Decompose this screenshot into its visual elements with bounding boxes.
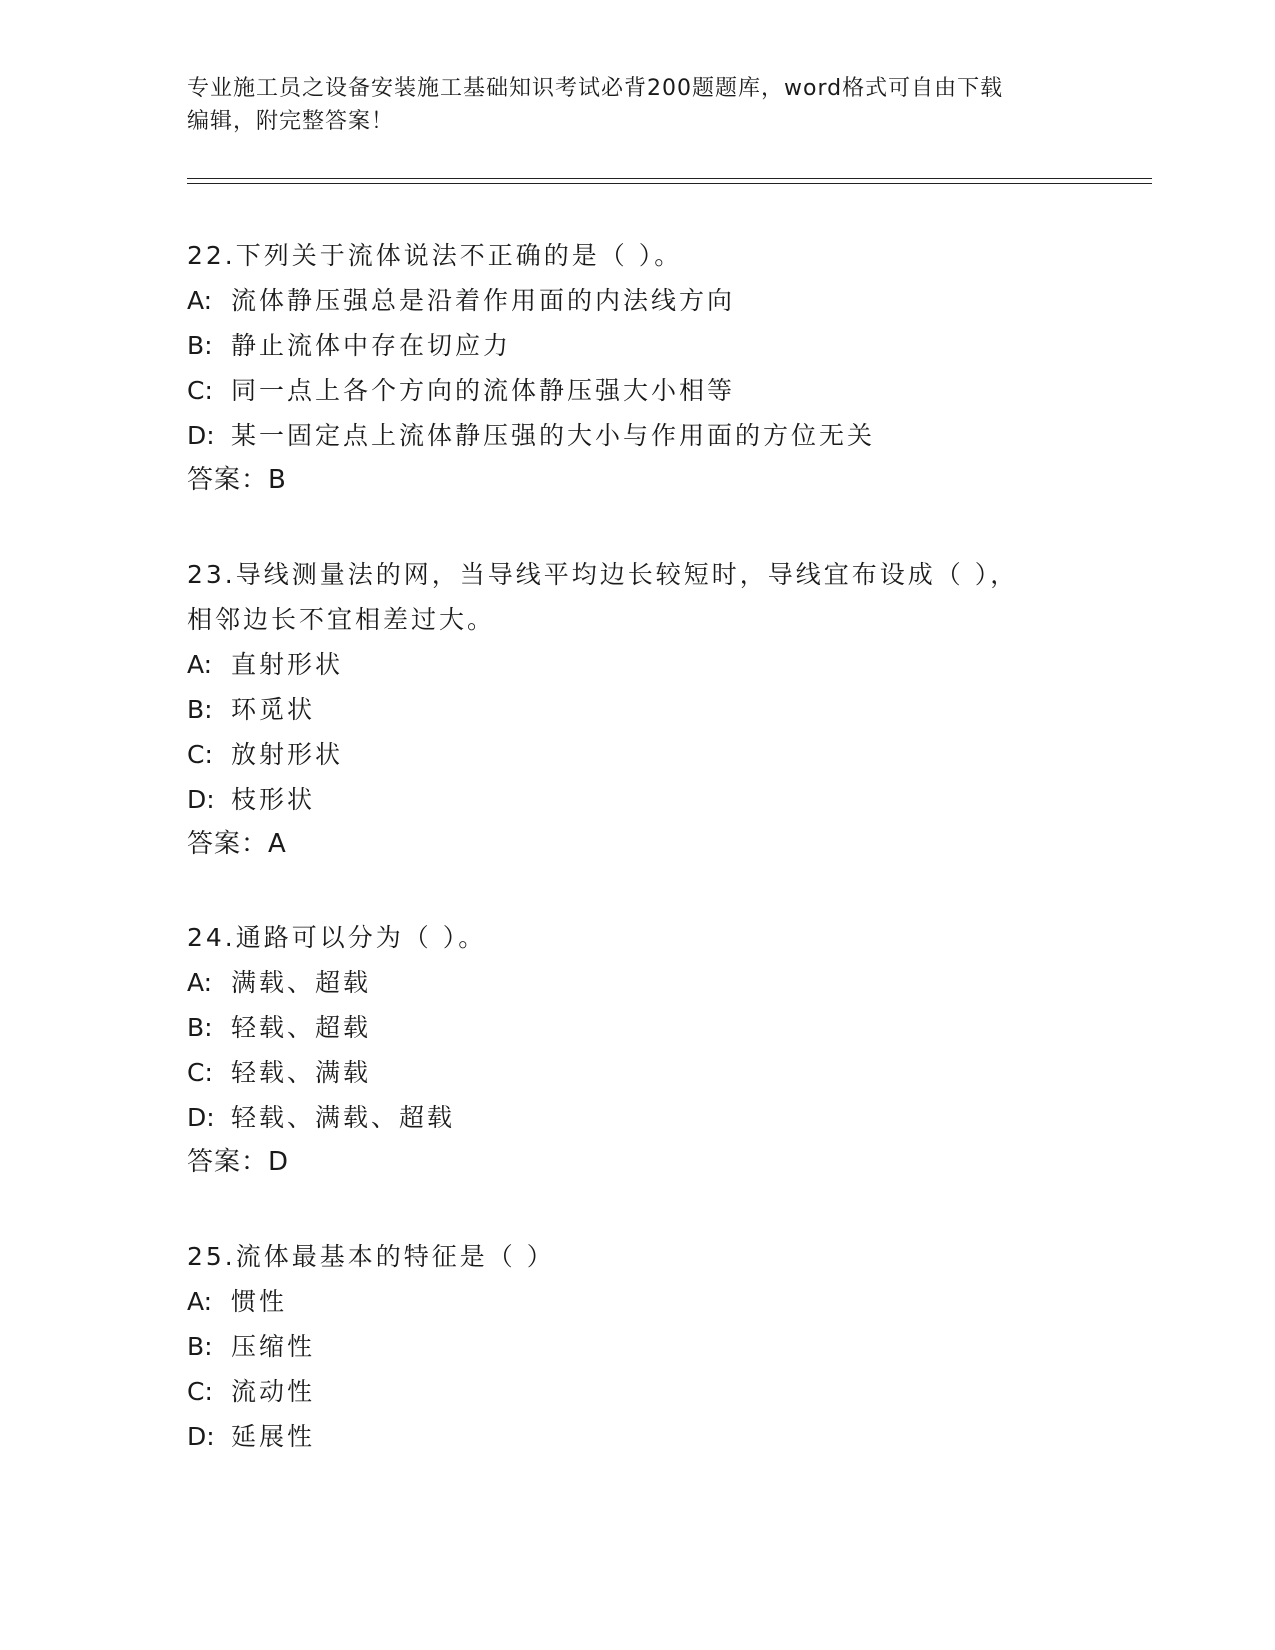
option-letter: B: [187,695,213,724]
option-c [187,1050,1087,1095]
document-header [187,72,1087,138]
option-letter: B: [187,1013,213,1042]
option-letter: C: [187,376,213,405]
option-b [187,1324,1087,1369]
option-letter: B: [187,331,213,360]
option-text: 放射形状 [231,740,344,769]
option-d [187,413,1087,458]
option-letter: D: [187,1422,215,1451]
option-letter: C: [187,1058,213,1087]
option-text: 枝形状 [231,785,316,814]
header-line-2: 编辑，附完整答案！ [187,109,395,134]
option-d [187,1095,1087,1140]
option-letter: A: [187,968,213,997]
option-letter: D: [187,421,215,450]
option-text: 轻载、超载 [231,1013,372,1042]
option-letter: A: [187,286,213,315]
option-letter: D: [187,785,215,814]
option-text: 压缩性 [231,1332,316,1361]
option-text: 某一固定点上流体静压强的大小与作用面的方位无关 [231,421,876,450]
question-stem: 25.流体最基本的特征是（ ） [187,1242,555,1271]
option-text: 流体静压强总是沿着作用面的内法线方向 [231,286,736,315]
question-22 [187,233,1087,503]
option-a [187,278,1087,323]
option-text: 轻载、满载 [231,1058,372,1087]
answer-line: 答案：D [187,1147,290,1177]
option-text: 流动性 [231,1377,316,1406]
option-text: 直射形状 [231,650,344,679]
option-letter: A: [187,1287,213,1316]
header-line-1: 专业施工员之设备安装施工基础知识考试必背200题题库，word格式可自由下载 [187,76,1004,101]
option-c [187,1369,1087,1414]
header-divider-top [187,178,1152,179]
option-text: 延展性 [231,1422,316,1451]
option-a [187,960,1087,1005]
option-letter: D: [187,1103,215,1132]
option-letter: C: [187,740,213,769]
answer-line: 答案：B [187,465,287,495]
question-24 [187,915,1087,1185]
question-23 [187,552,1087,867]
question-stem: 22.下列关于流体说法不正确的是（ ）。 [187,241,683,270]
option-a [187,1279,1087,1324]
option-a [187,642,1087,687]
question-stem: 23.导线测量法的网，当导线平均边长较短时，导线宜布设成（ ）， [187,560,1019,589]
option-c [187,732,1087,777]
option-d [187,777,1087,822]
question-stem-continued: 相邻边长不宜相差过大。 [187,605,496,634]
option-letter: B: [187,1332,213,1361]
option-text: 同一点上各个方向的流体静压强大小相等 [231,376,736,405]
option-letter: C: [187,1377,213,1406]
option-text: 静止流体中存在切应力 [231,331,512,360]
option-text: 惯性 [231,1287,288,1316]
option-c [187,368,1087,413]
option-text: 轻载、满载、超载 [231,1103,456,1132]
question-25 [187,1234,1087,1459]
option-b [187,687,1087,732]
option-letter: A: [187,650,213,679]
option-text: 环觅状 [231,695,316,724]
option-b [187,1005,1087,1050]
header-divider-bottom [187,183,1152,184]
option-b [187,323,1087,368]
option-d [187,1414,1087,1459]
question-stem: 24.通路可以分为（ ）。 [187,923,487,952]
answer-line: 答案：A [187,829,287,859]
option-text: 满载、超载 [231,968,372,997]
